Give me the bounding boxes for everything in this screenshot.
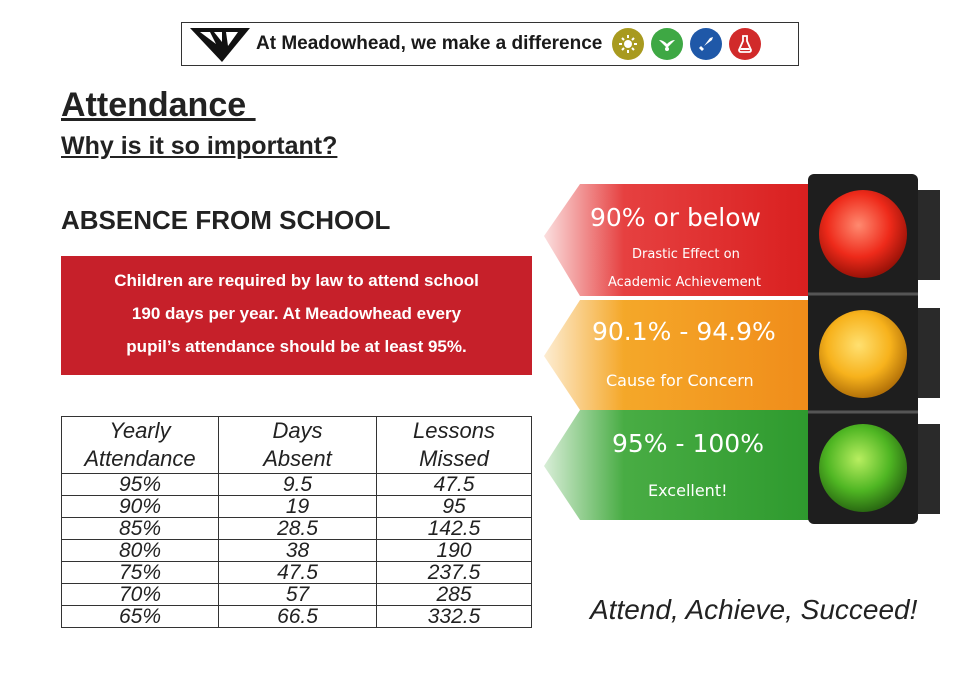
table-row <box>62 584 532 606</box>
red-detail-line: Academic Achievement <box>608 275 761 290</box>
table-cell: 332.5 <box>377 606 532 628</box>
column-header: Days Absent <box>219 417 377 474</box>
green-range-label: 95% - 100% <box>612 429 764 458</box>
page-subtitle: Why is it so important? <box>61 132 338 160</box>
table-cell: 95 <box>377 496 532 518</box>
amber-range-label: 90.1% - 94.9% <box>592 317 776 346</box>
page-title: Attendance <box>61 86 256 124</box>
header-banner <box>181 22 799 66</box>
notice-line: Children are required by law to attend school <box>114 271 479 290</box>
motto-text: At Meadowhead, we make a difference <box>256 33 603 54</box>
table-cell: 190 <box>377 540 532 562</box>
table-cell: 75% <box>62 562 219 584</box>
slogan-text: Attend, Achieve, Succeed! <box>590 594 918 625</box>
column-header: Yearly Attendance <box>62 417 219 474</box>
table-cell: 70% <box>62 584 219 606</box>
table-cell: 95% <box>62 474 219 496</box>
red-detail-line: Drastic Effect on <box>632 247 740 262</box>
table-row <box>62 562 532 584</box>
table-cell: 66.5 <box>219 606 377 628</box>
flask-icon <box>729 28 761 60</box>
amber-light <box>819 310 907 398</box>
notice-line: 190 days per year. At Meadowhead every <box>131 304 462 323</box>
table-cell: 38 <box>219 540 377 562</box>
table-row <box>62 606 532 628</box>
table-cell: 19 <box>219 496 377 518</box>
traffic-light-graphic <box>540 168 945 528</box>
rocket-icon <box>690 28 722 60</box>
table-cell: 237.5 <box>377 562 532 584</box>
red-range-label: 90% or below <box>590 203 761 232</box>
section-heading: ABSENCE FROM SCHOOL <box>61 205 391 235</box>
table-header-row <box>62 417 532 474</box>
red-light <box>819 190 907 278</box>
green-light <box>819 424 907 512</box>
law-notice-box <box>61 256 532 375</box>
green-arrow-banner <box>544 410 810 520</box>
notice-line: pupil’s attendance should be at least 95%. <box>126 337 467 356</box>
table-cell: 47.5 <box>377 474 532 496</box>
table-cell: 142.5 <box>377 518 532 540</box>
table-cell: 57 <box>219 584 377 606</box>
table-row <box>62 496 532 518</box>
school-logo-icon <box>188 24 252 64</box>
table-cell: 85% <box>62 518 219 540</box>
table-row <box>62 474 532 496</box>
table-cell: 90% <box>62 496 219 518</box>
values-badges <box>612 28 761 60</box>
table-cell: 28.5 <box>219 518 377 540</box>
sun-icon <box>612 28 644 60</box>
table-row <box>62 540 532 562</box>
attendance-table <box>61 416 532 628</box>
table-cell: 285 <box>377 584 532 606</box>
table-cell: 80% <box>62 540 219 562</box>
table-row <box>62 518 532 540</box>
column-header: Lessons Missed <box>377 417 532 474</box>
green-detail-line: Excellent! <box>648 481 728 500</box>
amber-detail-line: Cause for Concern <box>606 371 754 390</box>
wings-icon <box>651 28 683 60</box>
table-cell: 47.5 <box>219 562 377 584</box>
table-cell: 65% <box>62 606 219 628</box>
table-cell: 9.5 <box>219 474 377 496</box>
